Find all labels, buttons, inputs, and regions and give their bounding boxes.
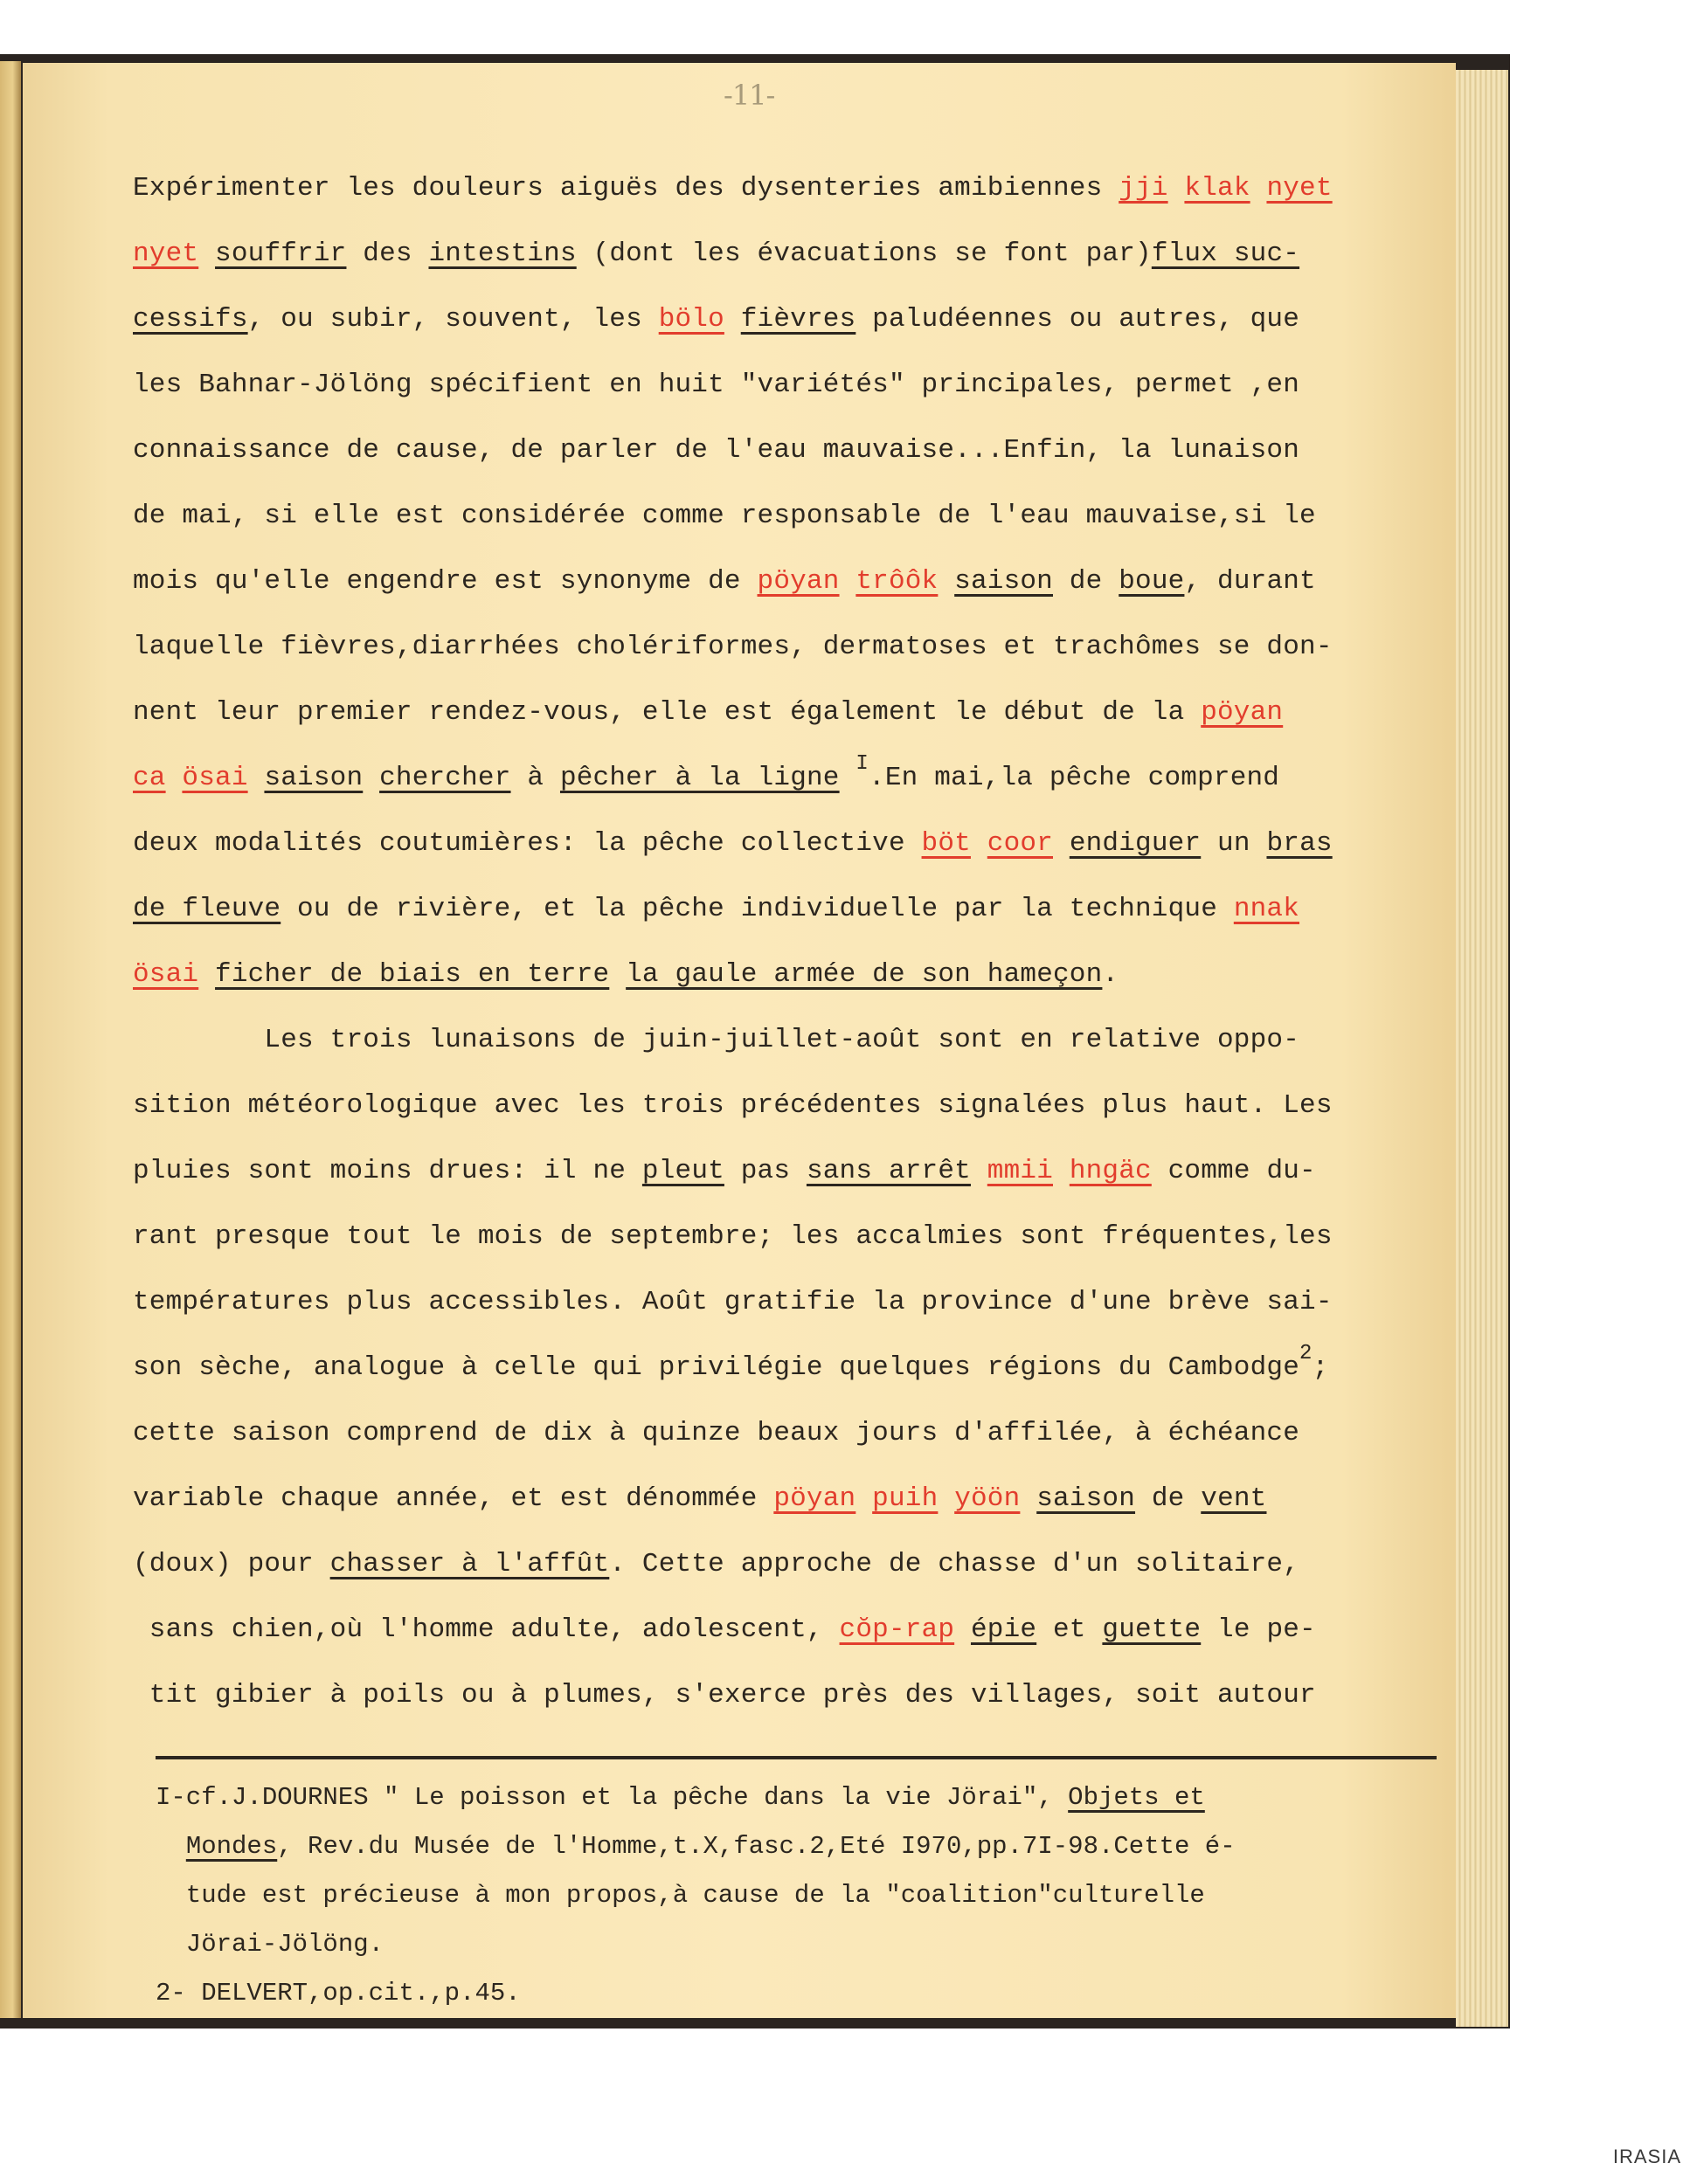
text-run [840,566,856,597]
text-run: tude est précieuse à mon propos,à cause de la "coalition"culturelle [156,1881,1205,1910]
text-run: les Bahnar-Jölöng spécifient en huit "variétés" principales, permet ,en [133,370,1300,400]
text-line [133,352,1444,418]
text-line [133,156,1444,221]
underlined-term: ficher de biais en terre [215,959,610,990]
text-run: de [1053,566,1119,597]
text-run: rant presque tout le mois de septembre; les accalmies sont fréquentes,les [133,1221,1333,1252]
underlined-term: saison [264,763,364,793]
footnote-line [156,1969,1449,2018]
text-run: sans chien,où l'homme adulte, adolescent, [133,1614,840,1645]
text-run: .En mai,la pêche comprend [869,763,1280,793]
text-run [1020,1483,1036,1514]
underlined-term: souffrir [215,238,347,269]
footnote-line [156,1773,1449,1822]
text-line [133,1138,1444,1204]
text-line [133,1073,1444,1138]
text-run [938,566,954,597]
vernacular-term: hngäc [1069,1156,1152,1186]
footnote-line [156,1822,1449,1871]
text-line [133,1007,1444,1073]
underlined-term: de fleuve [133,894,281,924]
vernacular-term: nyet [133,238,199,269]
text-run: . Cette approche de chasse d'un solitaire, [609,1549,1300,1579]
page-number: -11- [724,79,775,112]
text-run: un [1201,828,1267,859]
vernacular-term: jji [1119,173,1168,204]
text-line [133,287,1444,352]
text-run: Expérimenter les douleurs aiguës des dysenteries amibiennes [133,173,1119,204]
vernacular-term: ösai [133,959,199,990]
underlined-term: la gaule armée de son hameçon [626,959,1103,990]
text-run: comme du- [1151,1156,1316,1186]
vernacular-term: mmii [987,1156,1053,1186]
underlined-term: pêcher à la ligne [559,763,840,793]
body-text [133,156,1444,1728]
underlined-term: saison [1036,1483,1136,1514]
vernacular-term: yöön [954,1483,1021,1514]
text-line [133,549,1444,614]
underlined-term: épie [970,1614,1037,1645]
page-stack-edge [1456,70,1508,2027]
text-run [840,763,856,793]
text-run: , Rev.du Musée de l'Homme,t.X,fasc.2,Eté I970,pp.7I-98.Cette é- [277,1832,1236,1861]
underlined-term: guette [1102,1614,1202,1645]
underlined-term: saison [954,566,1053,597]
footnotes [156,1773,1449,2018]
underlined-term: intestins [428,238,577,269]
text-run: 2- DELVERT,op.cit.,p.45. [156,1979,521,2008]
text-run: connaissance de cause, de parler de l'eau mauvaise...Enfin, la lunaison [133,435,1300,466]
vernacular-term: nyet [1266,173,1333,204]
text-line [133,1531,1444,1597]
text-run [198,959,215,990]
text-run [1053,828,1070,859]
text-run: , durant [1184,566,1316,597]
text-run [954,1614,971,1645]
text-run: le pe- [1201,1614,1316,1645]
text-line [133,1662,1444,1728]
text-run: tit gibier à poils ou à plumes, s'exerce près des villages, soit autour [133,1680,1316,1711]
text-run [248,763,265,793]
footnote-marker: 2 [1299,1342,1313,1365]
text-line [133,418,1444,483]
text-run: et [1036,1614,1103,1645]
footnote-line [156,1871,1449,1920]
underlined-term: pleut [641,1156,724,1186]
text-run: , ou subir, souvent, les [247,304,659,335]
underlined-term: Objets et [1068,1783,1205,1812]
left-page-edge [0,61,21,2018]
footnote-line [156,1920,1449,1969]
underlined-term: chasser à l'affût [329,1549,610,1579]
footnote-separator [156,1756,1437,1759]
text-run: (doux) pour [133,1549,330,1579]
text-run: températures plus accessibles. Août gratifie la province d'une brève sai- [133,1287,1333,1317]
vernacular-term: böt [921,828,971,859]
text-run [855,1483,872,1514]
underlined-term: Mondes [185,1832,278,1861]
vernacular-term: coor [987,828,1053,859]
underlined-term: endiguer [1069,828,1202,859]
footnote-marker: I [855,752,869,776]
vernacular-term: puih [872,1483,939,1514]
text-run: . [1102,959,1119,990]
text-run [971,1156,987,1186]
text-run: des [346,238,429,269]
vernacular-term: bölo [658,304,724,335]
text-line [133,1466,1444,1531]
text-line [133,1204,1444,1269]
text-run [938,1483,954,1514]
text-line [133,483,1444,549]
text-run: laquelle fièvres,diarrhées cholériformes, dermatoses et trachômes se don- [133,632,1333,662]
vernacular-term: pöyan [773,1483,856,1514]
text-run: ; [1312,1352,1329,1383]
underlined-term: flux suc- [1151,238,1300,269]
underlined-term: chercher [379,763,511,793]
text-run [156,1832,186,1861]
text-run: variable chaque année, et est dénommée [133,1483,774,1514]
text-run: Jörai-Jölöng. [156,1930,384,1959]
text-run [198,238,215,269]
underlined-term: sans arrêt [806,1156,971,1186]
vernacular-term: trôôk [855,566,939,597]
underlined-term: boue [1119,566,1185,597]
watermark: IRASIA [1612,2146,1681,2167]
text-run: mois qu'elle engendre est synonyme de [133,566,758,597]
text-line [133,614,1444,680]
text-run [724,304,741,335]
text-run [1053,1156,1070,1186]
text-line [133,745,1444,811]
text-run: ou de rivière, et la pêche individuelle par la technique [281,894,1234,924]
text-run [1250,173,1267,204]
text-run: deux modalités coutumières: la pêche collective [133,828,922,859]
text-line [133,680,1444,745]
text-run [609,959,626,990]
text-run: paludéennes ou autres, que [855,304,1300,335]
text-line [133,1400,1444,1466]
text-run: pas [724,1156,807,1186]
text-run: I-cf.J.DOURNES " Le poisson et la pêche dans la vie Jörai", [156,1783,1069,1812]
vernacular-term: ösai [182,763,248,793]
text-run [166,763,183,793]
text-run: (dont les évacuations se font par) [576,238,1152,269]
vernacular-term: pöyan [1201,697,1284,728]
text-run: pluies sont moins drues: il ne [133,1156,642,1186]
text-line [133,876,1444,942]
text-run: sition météorologique avec les trois précédentes signalées plus haut. Les [133,1090,1333,1121]
text-run [1168,173,1185,204]
text-run [363,763,379,793]
text-line [133,811,1444,876]
vernacular-term: cŏp-rap [839,1614,955,1645]
text-line [133,1269,1444,1335]
text-line [133,1597,1444,1662]
text-run: de [1135,1483,1202,1514]
vernacular-term: pöyan [757,566,840,597]
text-line [133,942,1444,1007]
text-line [133,221,1444,287]
text-run [971,828,987,859]
text-run: Les trois lunaisons de juin-juillet-août sont en relative oppo- [133,1025,1300,1055]
underlined-term: fièvres [740,304,856,335]
underlined-term: bras [1266,828,1333,859]
vernacular-term: klak [1184,173,1250,204]
text-run: de mai, si elle est considérée comme responsable de l'eau mauvaise,si le [133,501,1316,531]
underlined-term: vent [1201,1483,1267,1514]
text-run: à [510,763,560,793]
text-run: nent leur premier rendez-vous, elle est également le début de la [133,697,1202,728]
text-run: son sèche, analogue à celle qui privilégie quelques régions du Cambodge [133,1352,1300,1383]
vernacular-term: nnak [1233,894,1300,924]
vernacular-term: ca [133,763,166,793]
text-run: cette saison comprend de dix à quinze beaux jours d'affilée, à échéance [133,1418,1300,1448]
underlined-term: cessifs [133,304,248,335]
text-line [133,1335,1444,1400]
